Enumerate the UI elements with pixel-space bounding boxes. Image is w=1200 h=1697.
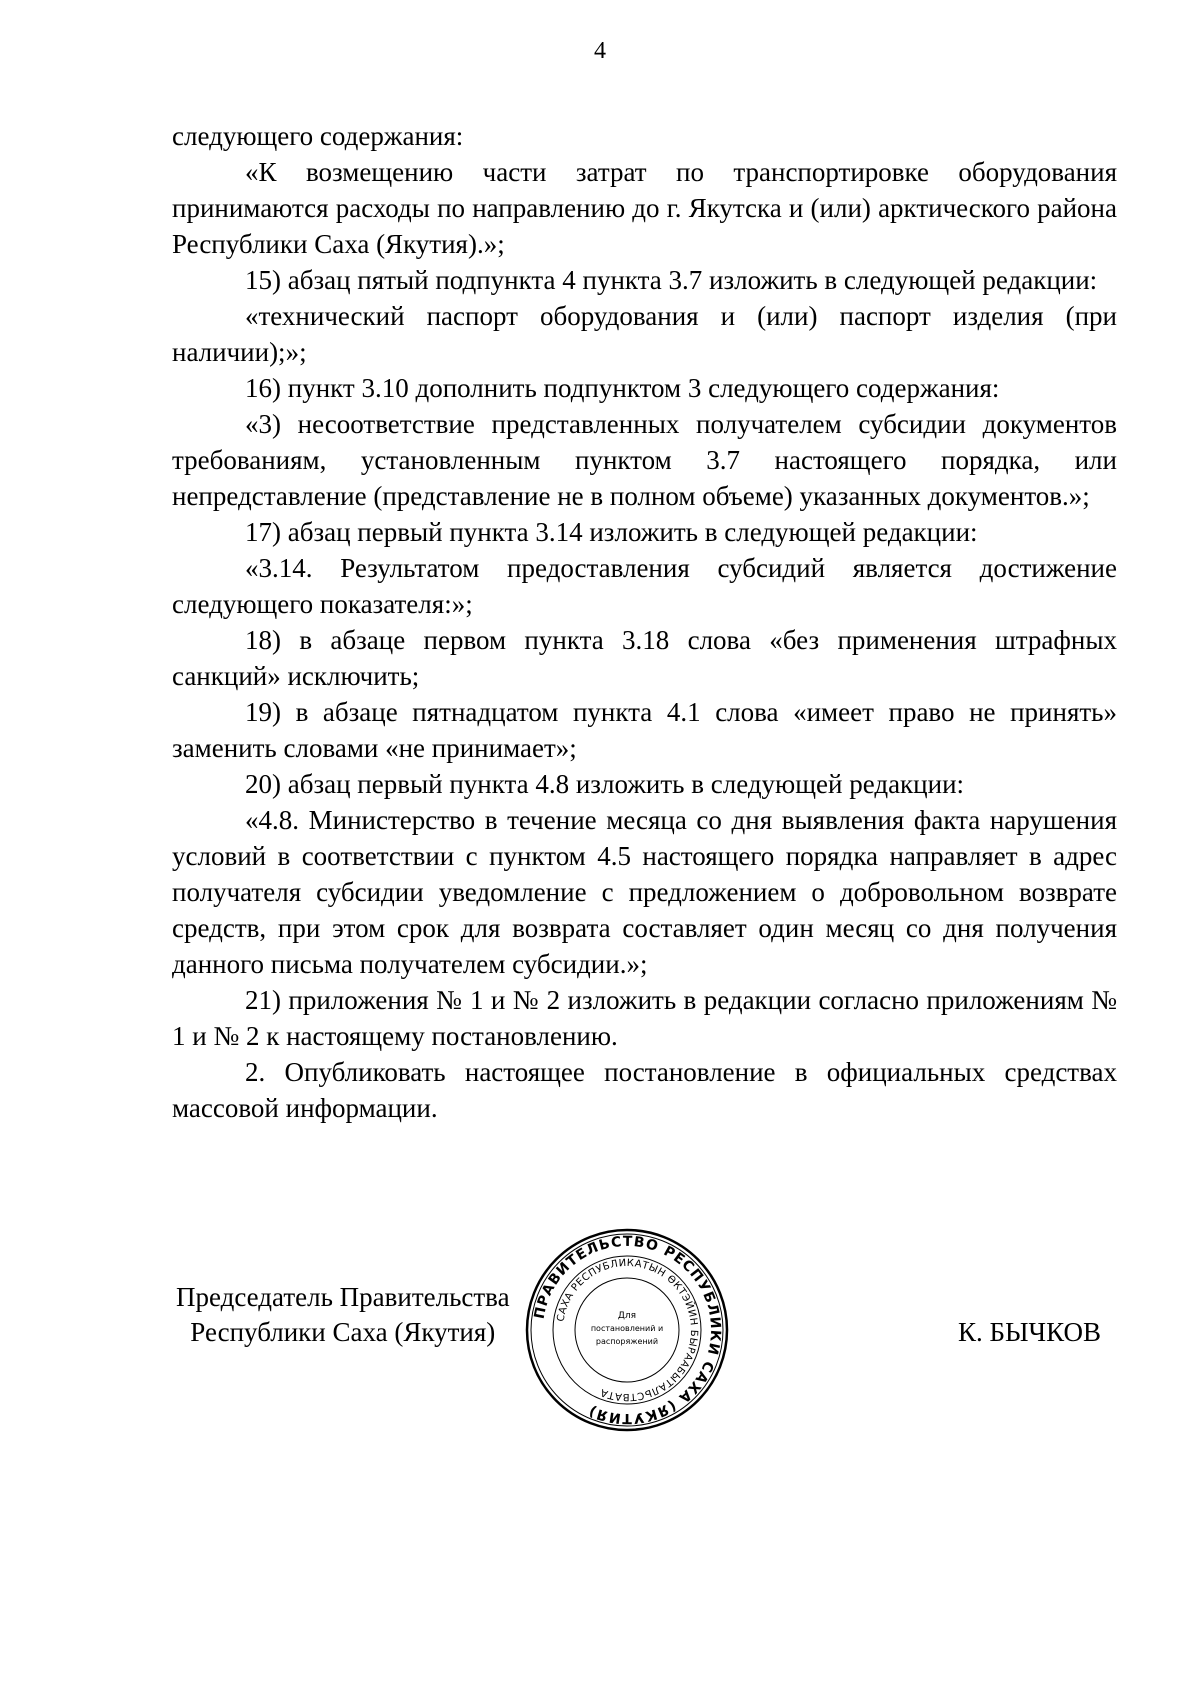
paragraph: следующего содержания: (172, 121, 464, 151)
paragraph: «К возмещению части затрат по транспортировке оборудования принимаются расходы по направлению до г. Якутска и (или) арктического района Республики Саха (Якутия).»; (172, 157, 1117, 259)
signatory-title-line: Республики Саха (Якутия) (190, 1317, 496, 1347)
seal-center-text: постановлений и (590, 1324, 664, 1333)
paragraph: 2. Опубликовать настоящее постановление в официальных средствах массовой информации. (172, 1057, 1117, 1123)
seal-outer-text: ПРАВИТЕЛЬСТВО РЕСПУБЛИКИ САХА (ЯКУТИЯ) (531, 1233, 724, 1427)
paragraph: 21) приложения № 1 и № 2 изложить в редакции согласно приложениям № 1 и № 2 к настоящему постановлению. (172, 985, 1117, 1051)
seal-inner-ring-text: САХА РЕСПУБЛИКАТЫН ӨКТЭЙИН БЫРААБЫТАЛЬСТВАТА (555, 1257, 700, 1403)
signatory-title-line: Председатель Правительства (176, 1282, 510, 1312)
paragraph: «4.8. Министерство в течение месяца со дня выявления факта нарушения условий в соответствии с пунктом 4.5 настоящего порядка направляет в адрес получателя субсидии уведомление с предложением о добровольном возврате средств, при этом срок для возврата составляет один месяц со дня получения данного письма получателем субсидии.»; (172, 805, 1117, 979)
signatory-title (176, 1280, 510, 1350)
page-number: 4 (594, 38, 606, 64)
paragraph: «3.14. Результатом предоставления субсидий является достижение следующего показателя:»; (172, 553, 1117, 619)
document-body (172, 118, 1117, 1126)
paragraph: 15) абзац пятый подпункта 4 пункта 3.7 изложить в следующей редакции: (245, 265, 1098, 295)
paragraph: «технический паспорт оборудования и (или) паспорт изделия (при наличии);»; (172, 301, 1117, 367)
paragraph: 19) в абзаце пятнадцатом пункта 4.1 слова «имеет право не принять» заменить словами «не принимает»; (172, 697, 1117, 763)
official-seal (522, 1225, 732, 1435)
paragraph: 17) абзац первый пункта 3.14 изложить в следующей редакции: (245, 517, 978, 547)
paragraph: 20) абзац первый пункта 4.8 изложить в следующей редакции: (245, 769, 965, 799)
seal-center-text: Для (617, 1311, 637, 1321)
paragraph: 16) пункт 3.10 дополнить подпунктом 3 следующего содержания: (245, 373, 1000, 403)
paragraph: «3) несоответствие представленных получателем субсидии документов требованиям, установленным пунктом 3.7 настоящего порядка, или непредставление (представление не в полном объеме) указанных документов.»; (172, 409, 1117, 511)
signatory-name: К. БЫЧКОВ (958, 1317, 1101, 1347)
seal-center-text: распоряжений (595, 1337, 659, 1346)
paragraph: 18) в абзаце первом пункта 3.18 слова «без применения штрафных санкций» исключить; (172, 625, 1117, 691)
